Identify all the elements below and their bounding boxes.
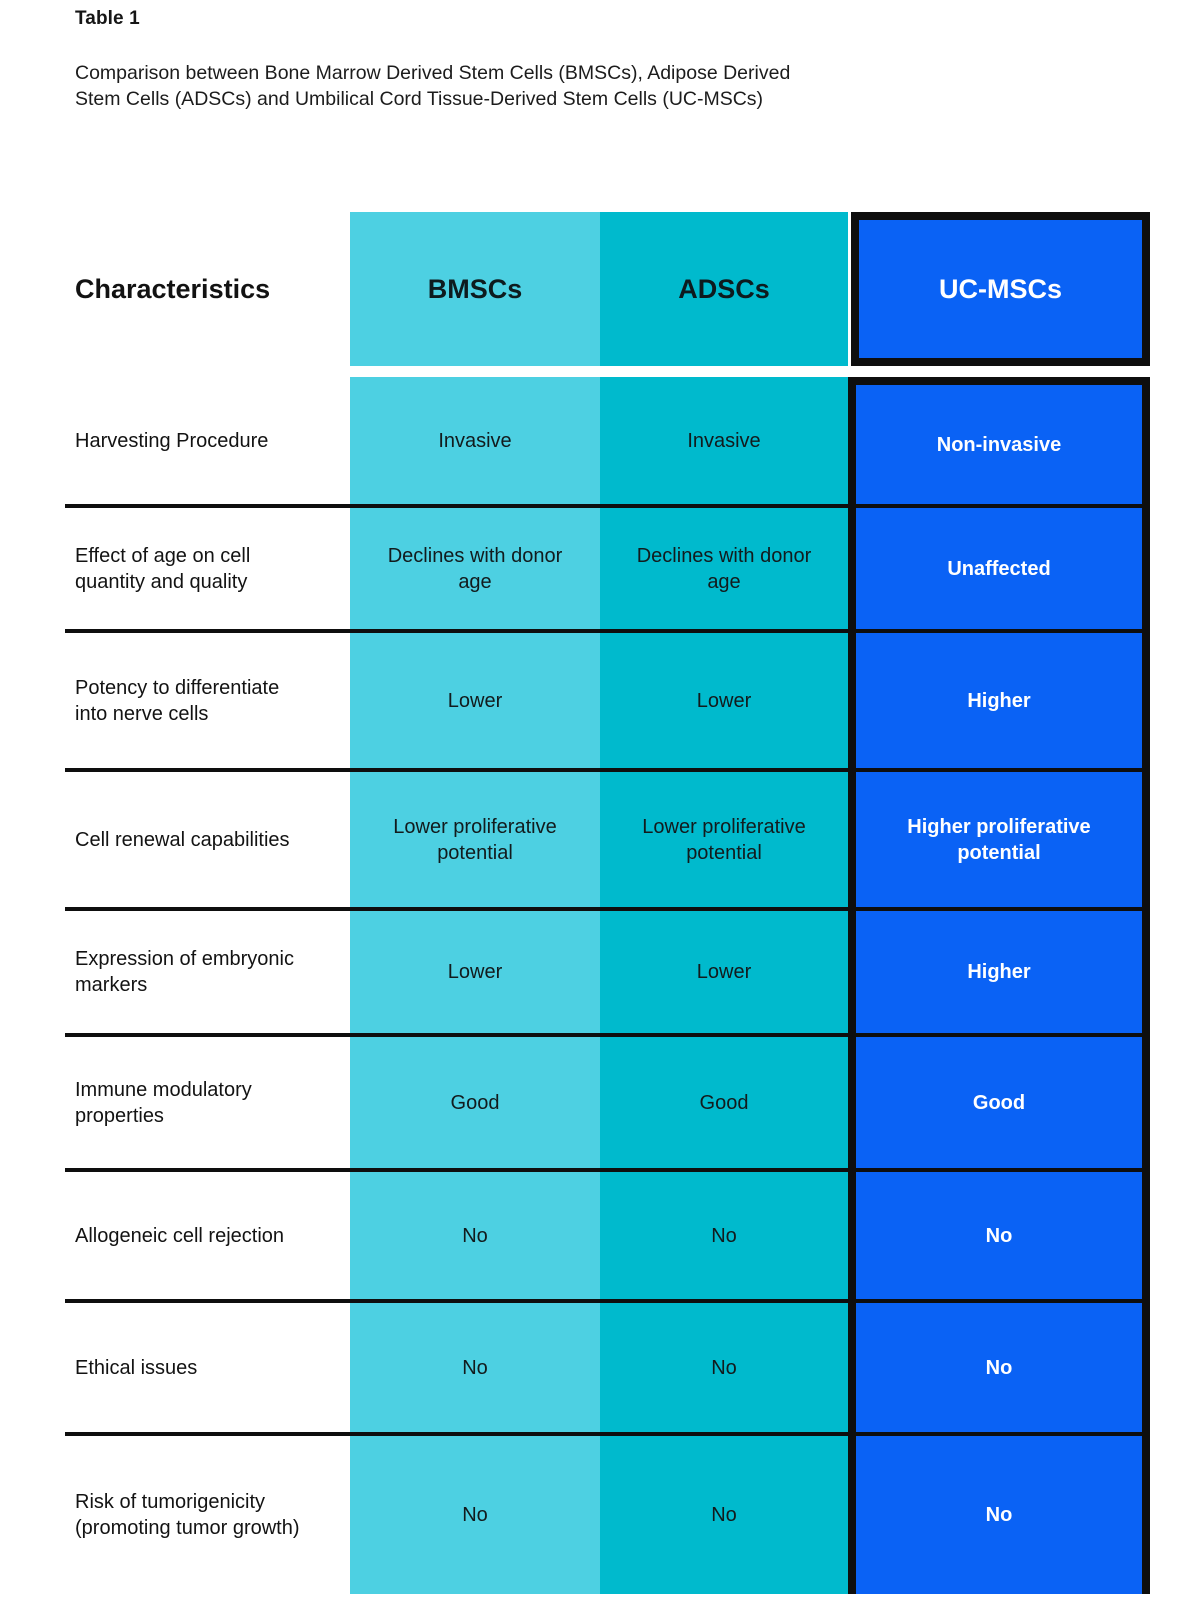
cell-bmsc-cell-renewal: Lower proliferative potential: [350, 768, 600, 907]
cell-ucmsc-embryonic-markers: Higher: [848, 907, 1150, 1033]
cell-adsc-harvesting: Invasive: [600, 377, 848, 504]
cell-ucmsc-age-effect: Unaffected: [848, 504, 1150, 629]
row-label-embryonic-markers: Expression of embryonic markers: [65, 907, 350, 1033]
row-label-tumorigenicity: Risk of tumorigenicity (promoting tumor growth): [65, 1432, 350, 1594]
cell-adsc-age-effect: Declines with donor age: [600, 504, 848, 629]
column-header-characteristics: Characteristics: [75, 273, 271, 304]
cell-ucmsc-tumorigenicity: No: [848, 1432, 1150, 1594]
cell-adsc-potency: Lower: [600, 629, 848, 768]
cell-adsc-ethical-issues: No: [600, 1299, 848, 1432]
cell-ucmsc-immune-modulatory: Good: [848, 1033, 1150, 1168]
cell-bmsc-harvesting: Invasive: [350, 377, 600, 504]
cell-adsc-allogeneic-rejection: No: [600, 1168, 848, 1299]
table-caption-line-2: Stem Cells (ADSCs) and Umbilical Cord Tissue-Derived Stem Cells (UC-MSCs): [75, 87, 764, 110]
row-label-immune-modulatory: Immune modulatory properties: [65, 1033, 350, 1168]
cell-adsc-tumorigenicity: No: [600, 1432, 848, 1594]
row-label-ethical-issues: Ethical issues: [65, 1299, 350, 1432]
table-body: [65, 377, 1150, 1594]
cell-bmsc-allogeneic-rejection: No: [350, 1168, 600, 1299]
cell-adsc-immune-modulatory: Good: [600, 1033, 848, 1168]
cell-bmsc-age-effect: Declines with donor age: [350, 504, 600, 629]
cell-ucmsc-allogeneic-rejection: No: [848, 1168, 1150, 1299]
table-caption: [75, 61, 790, 113]
column-header-uc-mscs: UC-MSCs: [851, 212, 1150, 366]
comparison-table: [65, 212, 1150, 1594]
table-header-row: [65, 212, 1150, 366]
cell-bmsc-potency: Lower: [350, 629, 600, 768]
row-label-cell-renewal: Cell renewal capabilities: [65, 768, 350, 907]
cell-ucmsc-cell-renewal: Higher proliferative potential: [848, 768, 1150, 907]
cell-ucmsc-ethical-issues: No: [848, 1299, 1150, 1432]
cell-ucmsc-harvesting: Non-invasive: [848, 377, 1150, 504]
column-header-adscs: ADSCs: [600, 212, 848, 366]
cell-adsc-cell-renewal: Lower proliferative potential: [600, 768, 848, 907]
table-caption-line-1: Comparison between Bone Marrow Derived Stem Cells (BMSCs), Adipose Derived: [75, 62, 791, 84]
row-label-allogeneic-rejection: Allogeneic cell rejection: [65, 1168, 350, 1299]
cell-bmsc-immune-modulatory: Good: [350, 1033, 600, 1168]
cell-bmsc-embryonic-markers: Lower: [350, 907, 600, 1033]
table-label: Table 1: [75, 8, 140, 29]
row-label-harvesting-procedure: Harvesting Procedure: [75, 429, 269, 452]
cell-ucmsc-potency: Higher: [848, 629, 1150, 768]
cell-bmsc-ethical-issues: No: [350, 1299, 600, 1432]
row-label-age-effect: Effect of age on cell quantity and quality: [65, 504, 350, 629]
column-header-bmscs: BMSCs: [350, 212, 600, 366]
cell-adsc-embryonic-markers: Lower: [600, 907, 848, 1033]
row-label-potency: Potency to differentiate into nerve cells: [65, 629, 350, 768]
cell-bmsc-tumorigenicity: No: [350, 1432, 600, 1594]
